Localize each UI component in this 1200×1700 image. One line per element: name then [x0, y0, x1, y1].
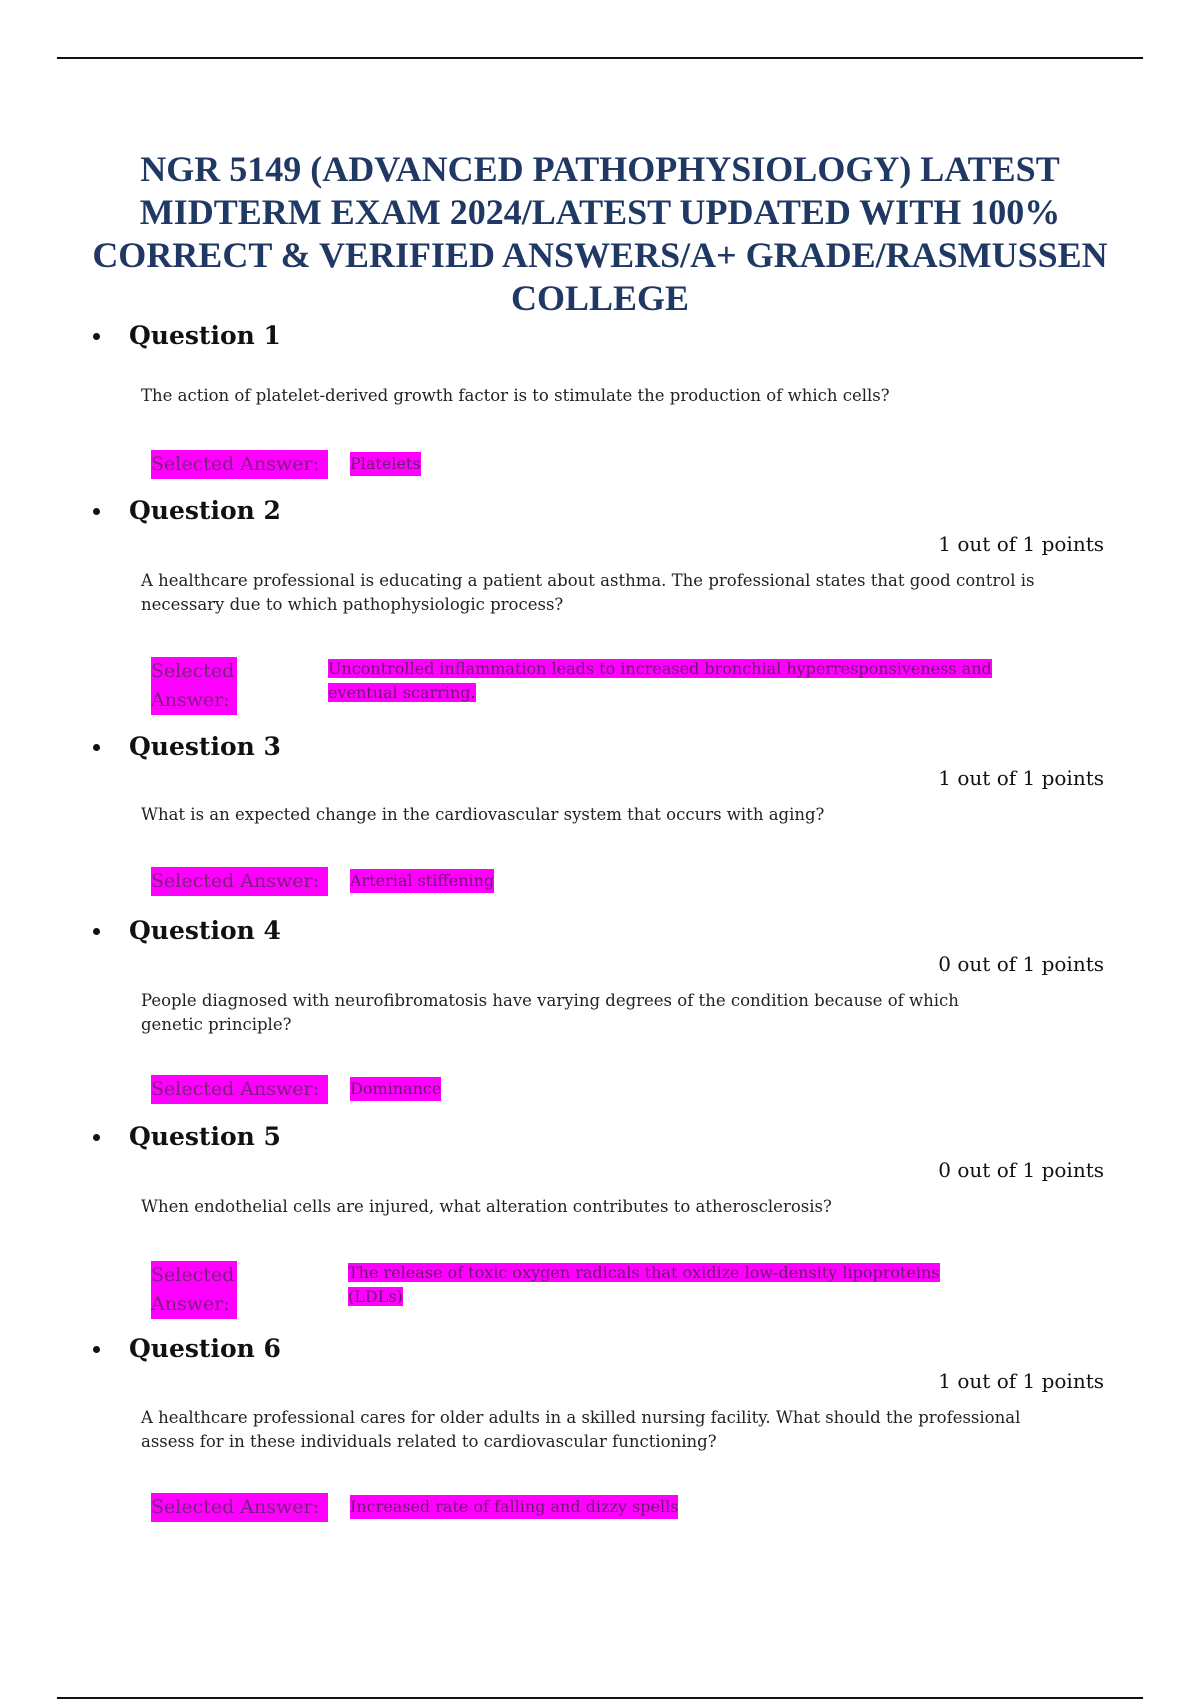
- document-title: NGR 5149 (ADVANCED PATHOPHYSIOLOGY) LATEST MIDTERM EXAM 2024/LATEST UPDATED WITH 100% CORRECT & VERIFIED ANSWERS/A+ GRADE/RASMUSSEN COLLEGE: [92, 149, 1108, 318]
- bullet-icon: [93, 333, 100, 340]
- question-text: A healthcare professional cares for older adults in a skilled nursing facility. What should the professional assess for in these individuals related to cardiovascular functioning?: [141, 1408, 1021, 1451]
- points-score: 1 out of 1 points: [938, 532, 1104, 556]
- selected-answer-value: Platelets: [350, 452, 421, 476]
- bullet-icon: [93, 928, 100, 935]
- selected-answer-value: Increased rate of falling and dizzy spells: [350, 1495, 678, 1519]
- selected-answer-value: [328, 657, 1048, 705]
- bullet-icon: [93, 508, 100, 515]
- selected-answer-value: [348, 1261, 988, 1309]
- selected-answer-label: Selected Answer:: [151, 867, 328, 896]
- points-score: 0 out of 1 points: [938, 952, 1104, 976]
- question-heading: Question 1: [129, 321, 281, 350]
- bullet-icon: [93, 1134, 100, 1141]
- selected-answer-label: Selected Answer:: [151, 1493, 328, 1522]
- question-heading: Question 6: [129, 1334, 281, 1363]
- selected-answer-text: The release of toxic oxygen radicals that oxidize low-density lipoproteins (LDLs): [348, 1263, 940, 1306]
- selected-answer-value: Arterial stiffening: [350, 869, 494, 893]
- question-text: The action of platelet-derived growth factor is to stimulate the production of which cells?: [141, 386, 890, 405]
- selected-answer-label: Selected Answer:: [151, 657, 237, 715]
- question-heading: Question 4: [129, 916, 281, 945]
- selected-answer-label: Selected Answer:: [151, 1261, 237, 1319]
- question-heading: Question 3: [129, 732, 281, 761]
- question-heading: Question 5: [129, 1122, 281, 1151]
- question-text: When endothelial cells are injured, what alteration contributes to atherosclerosis?: [141, 1197, 832, 1216]
- bottom-rule: [57, 1697, 1143, 1699]
- points-score: 1 out of 1 points: [938, 766, 1104, 790]
- selected-answer-text: Uncontrolled inflammation leads to increased bronchial hyperresponsiveness and eventual scarring.: [328, 659, 992, 702]
- selected-answer-value: Dominance: [350, 1077, 441, 1101]
- question-text: A healthcare professional is educating a patient about asthma. The professional states that good control is necessary due to which pathophysiologic process?: [141, 571, 1035, 614]
- question-heading: Question 2: [129, 496, 281, 525]
- question-text: What is an expected change in the cardiovascular system that occurs with aging?: [141, 805, 825, 824]
- bullet-icon: [93, 744, 100, 751]
- points-score: 1 out of 1 points: [938, 1369, 1104, 1393]
- bullet-icon: [93, 1346, 100, 1353]
- points-score: 0 out of 1 points: [938, 1158, 1104, 1182]
- selected-answer-label: Selected Answer:: [151, 450, 328, 479]
- question-text: People diagnosed with neurofibromatosis have varying degrees of the condition because of which genetic principle?: [141, 991, 959, 1034]
- selected-answer-label: Selected Answer:: [151, 1075, 328, 1104]
